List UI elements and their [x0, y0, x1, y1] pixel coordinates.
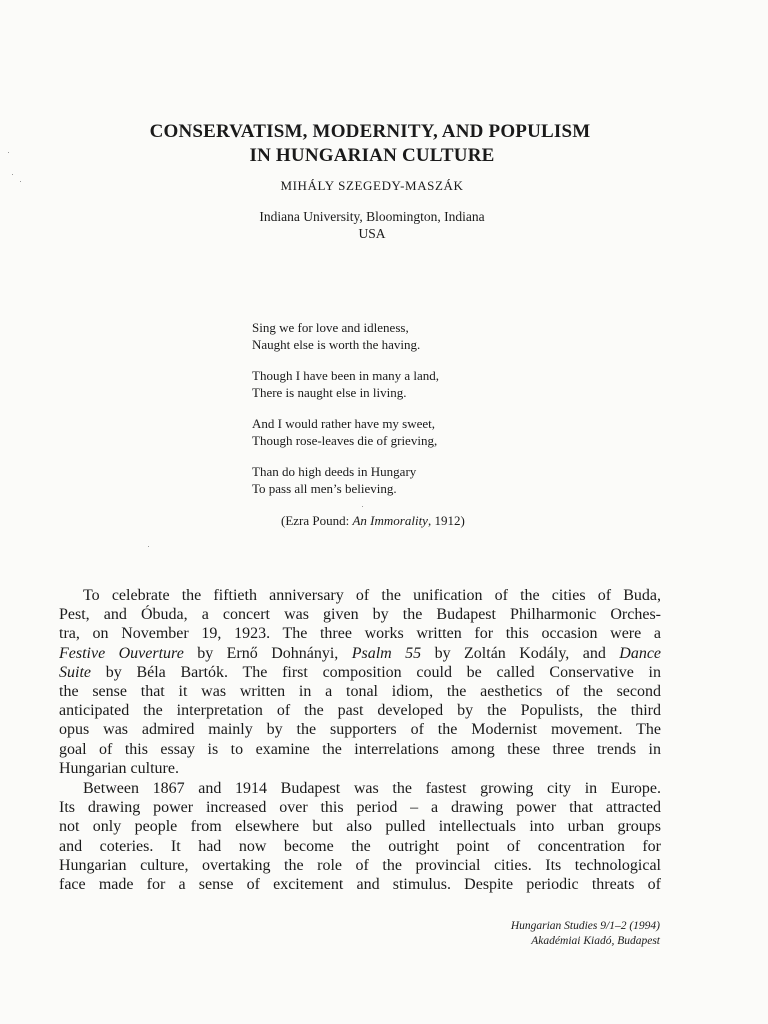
epigraph-line: And I would rather have my sweet,: [252, 416, 436, 431]
body-line: Its drawing power increased over this period – a drawing power that attracted: [59, 799, 661, 817]
scan-speck: [8, 152, 9, 153]
epigraph-line: Naught else is worth the having.: [252, 337, 421, 352]
epigraph-line: Sing we for love and idleness,: [252, 320, 409, 335]
journal-citation: Hungarian Studies 9/1–2 (1994): [510, 920, 660, 932]
body-line: [59, 663, 661, 682]
attribution-prefix: (Ezra Pound:: [281, 513, 353, 528]
body-line: opus was admired mainly by the supporters of the Modernist movement. The: [59, 721, 661, 739]
publisher-citation: Akadémiai Kiadó, Budapest: [531, 935, 660, 947]
work-title-suite: Suite: [59, 663, 91, 681]
epigraph-line: To pass all men’s believing.: [252, 481, 397, 496]
epigraph-stanza: [252, 463, 416, 497]
scan-speck: [148, 546, 149, 547]
article-title-line-2: IN HUNGARIAN CULTURE: [249, 145, 495, 166]
attribution-suffix: , 1912): [427, 513, 465, 528]
scan-speck: [20, 181, 21, 182]
body-fragment: by Ernő Dohnányi,: [183, 644, 352, 662]
affiliation-line-2: USA: [358, 226, 386, 241]
attribution-work-title: An Immorality: [352, 513, 428, 528]
epigraph-stanza: [252, 415, 437, 449]
epigraph-line: There is naught else in living.: [252, 385, 407, 400]
body-line: To celebrate the fiftieth anniversary of the unification of the cities of Buda,: [83, 587, 661, 604]
epigraph-line: Than do high deeds in Hungary: [252, 464, 417, 479]
epigraph-line: Though I have been in many a land,: [252, 368, 439, 383]
body-line: not only people from elsewhere but also pulled intellectuals into urban groups: [59, 818, 661, 836]
epigraph-stanza: [252, 367, 439, 401]
body-paragraph-2: [59, 779, 661, 894]
body-line: tra, on November 19, 1923. The three works written for this occasion were a: [59, 625, 661, 643]
epigraph-stanza: [252, 319, 420, 353]
body-line: Hungarian culture, overtaking the role of the provincial cities. Its technological: [59, 856, 661, 874]
body-line: face made for a sense of excitement and stimulus. Despite periodic threats of: [59, 876, 661, 894]
body-line: and coteries. It had now become the outright point of concentration for: [59, 837, 661, 855]
epigraph-line: Though rose-leaves die of grieving,: [252, 433, 438, 448]
affiliation-line-1: Indiana University, Bloomington, Indiana: [259, 209, 485, 224]
article-title-line-1: CONSERVATISM, MODERNITY, AND POPULISM: [149, 121, 591, 142]
body-line: anticipated the interpretation of the past developed by the Populists, the third: [59, 702, 661, 720]
epigraph-attribution: [281, 513, 465, 529]
body-line: Hungarian culture.: [59, 759, 179, 777]
body-fragment: by Béla Bartók. The first composition could be called Conservative in: [91, 663, 661, 681]
work-title-dance: Dance: [619, 644, 661, 662]
body-paragraph-1: [59, 586, 661, 778]
author-name: MIHÁLY SZEGEDY-MASZÁK: [280, 178, 464, 193]
scan-speck: [12, 174, 13, 175]
scan-speck: [362, 506, 363, 507]
work-title-festive-ouverture: Festive Ouverture: [59, 644, 184, 662]
body-fragment: by Zoltán Kodály, and: [421, 644, 620, 662]
body-line: goal of this essay is to examine the interrelations among these three trends in: [59, 740, 661, 758]
work-title-psalm-55: Psalm 55: [351, 644, 422, 662]
body-line: Pest, and Óbuda, a concert was given by the Budapest Philharmonic Orches-: [59, 606, 661, 624]
body-line: Between 1867 and 1914 Budapest was the fastest growing city in Europe.: [83, 780, 661, 797]
body-line: the sense that it was written in a tonal idiom, the aesthetics of the second: [59, 683, 661, 701]
body-line: [59, 644, 661, 663]
